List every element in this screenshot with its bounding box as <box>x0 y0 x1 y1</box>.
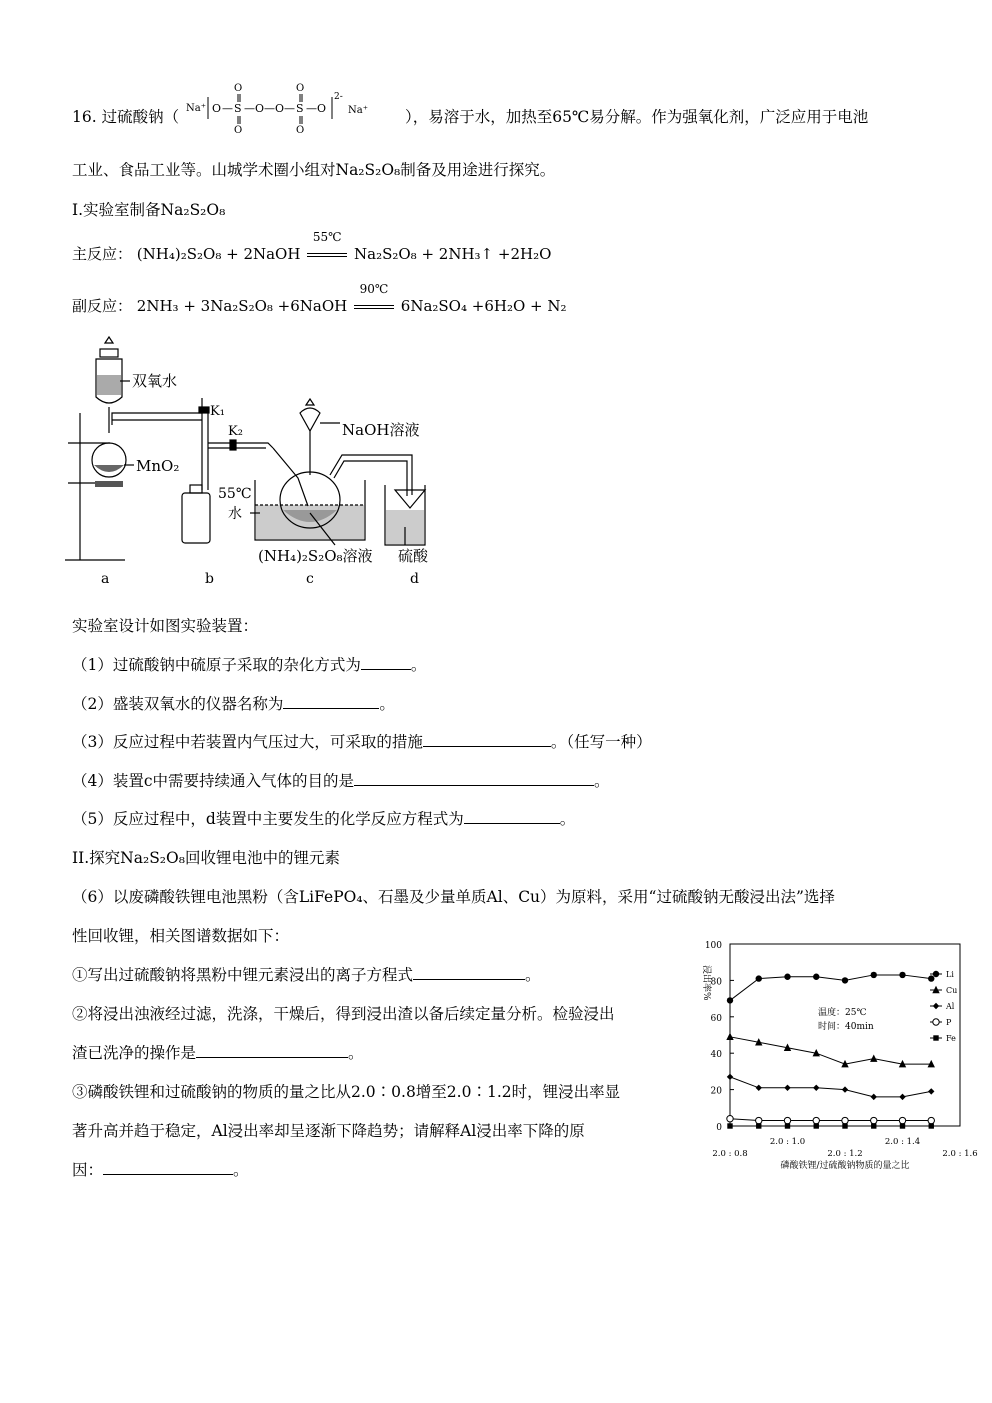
question-2-end: 。 <box>379 695 395 713</box>
x-tick-label: 2.0 : 1.4 <box>884 1137 921 1147</box>
data-point-al <box>784 1085 790 1091</box>
label-c: c <box>306 571 314 587</box>
legend-label-al: Al <box>946 1002 955 1011</box>
question-3-end: 。（任写一种） <box>550 733 652 751</box>
legend-marker-li <box>933 971 939 977</box>
x-tick-label: 2.0 : 1.0 <box>769 1137 806 1147</box>
label-b: b <box>205 571 214 587</box>
question-3-text: （3）反应过程中若装置内气压过大，可采取的措施 <box>72 733 423 751</box>
subquestion-1-text: ①写出过硫酸钠将黑粉中锂元素浸出的离子方程式 <box>72 966 414 984</box>
answer-blank-3[interactable] <box>423 732 551 747</box>
svg-text:—O—O—: —O—O— <box>244 102 296 115</box>
legend-marker-fe <box>933 1035 938 1040</box>
answer-blank-6-1[interactable] <box>413 965 525 980</box>
data-point-fe <box>727 1123 732 1128</box>
apparatus-intro: 实验室设计如图实验装置： <box>72 617 259 635</box>
data-point-p <box>756 1117 762 1123</box>
question-1-text: （1）过硫酸钠中硫原子采取的杂化方式为 <box>72 656 361 674</box>
label-d: d <box>410 571 419 587</box>
label-h2o2: 双氧水 <box>132 372 178 390</box>
x-tick-label: 2.0 : 1.6 <box>942 1149 978 1159</box>
subquestion-3-line3 <box>72 1160 249 1180</box>
label-naoh: NaOH溶液 <box>342 421 420 439</box>
data-point-p <box>928 1117 934 1123</box>
legend-label-li: Li <box>946 970 954 979</box>
y-tick-label: 40 <box>710 1050 722 1061</box>
part2-heading: II.探究Na₂S₂O₈回收锂电池中的锂元素 <box>72 849 340 867</box>
y-tick-label: 80 <box>710 977 722 988</box>
data-point-p <box>813 1117 819 1123</box>
charge: 2- <box>334 92 343 102</box>
annotation-temperature: 温度：25℃ <box>818 1007 867 1018</box>
q16-line2: 工业、食品工业等。山城学术圈小组对Na₂S₂O₈制备及用途进行探究。 <box>72 161 556 179</box>
label-a: a <box>101 571 110 587</box>
data-point-al <box>899 1094 905 1100</box>
answer-blank-1[interactable] <box>361 655 411 670</box>
y-tick-label: 60 <box>710 1013 722 1024</box>
svg-text:O: O <box>296 125 305 136</box>
legend-label-p: P <box>946 1018 952 1027</box>
question-4-end: 。 <box>594 772 610 790</box>
data-point-al <box>928 1088 934 1094</box>
persulfate-structure <box>184 81 400 137</box>
data-point-cu <box>870 1054 877 1061</box>
data-point-fe <box>814 1123 819 1128</box>
answer-blank-2[interactable] <box>283 694 379 709</box>
subquestion-1-end: 。 <box>525 966 541 984</box>
data-point-al <box>756 1085 762 1091</box>
main-reaction-right: Na₂S₂O₈ + 2NH₃↑ +2H₂O <box>354 245 552 263</box>
answer-blank-6-3[interactable] <box>103 1160 233 1175</box>
data-point-fe <box>785 1123 790 1128</box>
data-point-li <box>899 972 905 978</box>
side-reaction-condition: 90℃ <box>359 282 389 296</box>
answer-blank-6-2[interactable] <box>196 1043 348 1058</box>
subquestion-3-end: 。 <box>233 1161 249 1179</box>
question-6-line2: 性回收锂，相关图谱数据如下： <box>72 927 290 945</box>
x-tick-label: 2.0 : 1.2 <box>827 1149 863 1159</box>
data-point-fe <box>900 1123 905 1128</box>
question-2 <box>72 694 395 714</box>
label-solution: (NH₄)₂S₂O₈溶液 <box>258 547 373 565</box>
y-tick-label: 100 <box>704 941 722 951</box>
label-temp: 55℃ <box>218 486 252 502</box>
svg-text:S: S <box>234 102 242 115</box>
y-tick-label: 20 <box>710 1086 722 1097</box>
subquestion-2-line2 <box>72 1043 364 1063</box>
answer-blank-5[interactable] <box>464 809 560 824</box>
na-ion-right: Na⁺ <box>348 105 369 116</box>
data-point-p <box>842 1117 848 1123</box>
y-tick-label: 0 <box>716 1123 722 1133</box>
label-k1: K₁ <box>210 404 225 419</box>
data-point-li <box>813 974 819 980</box>
label-mno2: MnO₂ <box>136 457 180 475</box>
question-3 <box>72 732 652 752</box>
subquestion-3-line2: 著升高并趋于稳定，Al浸出率却呈逐渐下降趋势；请解释Al浸出率下降的原 <box>72 1122 585 1140</box>
data-point-al <box>727 1074 733 1080</box>
plot-frame <box>730 944 960 1126</box>
data-point-p <box>871 1117 877 1123</box>
data-point-al <box>842 1086 848 1092</box>
main-reaction-left: (NH₄)₂S₂O₈ + 2NaOH <box>136 245 301 263</box>
compound-name: 过硫酸钠（ <box>101 108 180 126</box>
q16-line1 <box>72 83 869 137</box>
part1-heading: I.实验室制备Na₂S₂O₈ <box>72 201 226 219</box>
svg-text:—O: —O <box>306 102 327 115</box>
leaching-rate-chart <box>690 930 980 1180</box>
subquestion-2-text: 渣已洗净的操作是 <box>72 1044 197 1062</box>
data-point-al <box>871 1094 877 1100</box>
question-1 <box>72 655 426 675</box>
apparatus-diagram <box>60 335 450 590</box>
svg-text:O: O <box>234 125 243 136</box>
question-5-text: （5）反应过程中，d装置中主要发生的化学反应方程式为 <box>72 810 464 828</box>
legend-marker-al <box>933 1003 939 1009</box>
data-point-cu <box>726 1033 733 1040</box>
data-point-fe <box>842 1123 847 1128</box>
annotation-time: 时间：40min <box>818 1021 874 1032</box>
question-4 <box>72 771 610 791</box>
side-reaction <box>72 282 567 316</box>
question-5 <box>72 809 575 829</box>
question-5-end: 。 <box>559 810 576 828</box>
data-point-fe <box>756 1123 761 1128</box>
line1-rest: ），易溶于水，加热至65℃易分解。作为强氧化剂，广泛应用于电池 <box>404 108 869 126</box>
na-ion-left: Na⁺ <box>186 103 207 114</box>
legend-marker-p <box>933 1019 939 1025</box>
data-point-p <box>784 1117 790 1123</box>
subquestion-3-text: 因： <box>72 1161 104 1179</box>
svg-text:O: O <box>234 83 243 94</box>
data-point-fe <box>929 1123 934 1128</box>
data-point-li <box>756 975 762 981</box>
main-reaction-condition: 55℃ <box>312 230 342 244</box>
svg-text:O: O <box>212 102 222 115</box>
data-point-p <box>899 1117 905 1123</box>
legend-label-cu: Cu <box>946 986 958 995</box>
question-4-text: （4）装置c中需要持续通入气体的目的是 <box>72 772 355 790</box>
question-2-text: （2）盛装双氧水的仪器名称为 <box>72 695 284 713</box>
label-acid: 硫酸 <box>398 547 429 565</box>
answer-blank-4[interactable] <box>354 771 594 786</box>
data-point-p <box>727 1116 733 1122</box>
question-6-line1: （6）以废磷酸铁锂电池黑粉（含LiFePO₄、石墨及少量单质Al、Cu）为原料，采用“过硫酸钠无酸浸出法”选择 <box>72 888 835 906</box>
side-reaction-label: 副反应： <box>72 297 133 315</box>
data-point-li <box>842 977 848 983</box>
data-point-li <box>784 974 790 980</box>
x-axis-label: 磷酸铁锂/过硫酸钠物质的量之比 <box>780 1161 910 1171</box>
svg-text:O: O <box>296 83 305 94</box>
y-axis-label: 浸出率% <box>701 965 711 1001</box>
subquestion-2-end: 。 <box>348 1044 364 1062</box>
svg-text:—: — <box>222 102 234 115</box>
label-k2: K₂ <box>228 424 243 439</box>
question-1-end: 。 <box>410 656 427 674</box>
label-water: 水 <box>228 506 242 522</box>
data-point-li <box>727 997 733 1003</box>
data-point-al <box>813 1085 819 1091</box>
series-line-cu <box>730 1037 931 1064</box>
side-reaction-left: 2NH₃ + 3Na₂S₂O₈ +6NaOH <box>136 297 348 315</box>
data-point-fe <box>871 1123 876 1128</box>
legend-label-fe: Fe <box>946 1034 956 1043</box>
x-tick-label: 2.0 : 0.8 <box>712 1149 748 1159</box>
data-point-li <box>871 972 877 978</box>
svg-text:S: S <box>296 102 304 115</box>
data-point-li <box>928 975 934 981</box>
question-number: 16. <box>72 108 97 126</box>
subquestion-1 <box>72 965 541 985</box>
subquestion-2-line1: ②将浸出浊液经过滤，洗涤，干燥后，得到浸出渣以备后续定量分析。检验浸出 <box>72 1005 615 1023</box>
side-reaction-right: 6Na₂SO₄ +6H₂O + N₂ <box>400 297 567 315</box>
main-reaction <box>72 230 552 264</box>
subquestion-3-line1: ③磷酸铁锂和过硫酸钠的物质的量之比从2.0∶0.8增至2.0∶1.2时，锂浸出率显 <box>72 1083 621 1101</box>
main-reaction-label: 主反应： <box>72 245 133 263</box>
